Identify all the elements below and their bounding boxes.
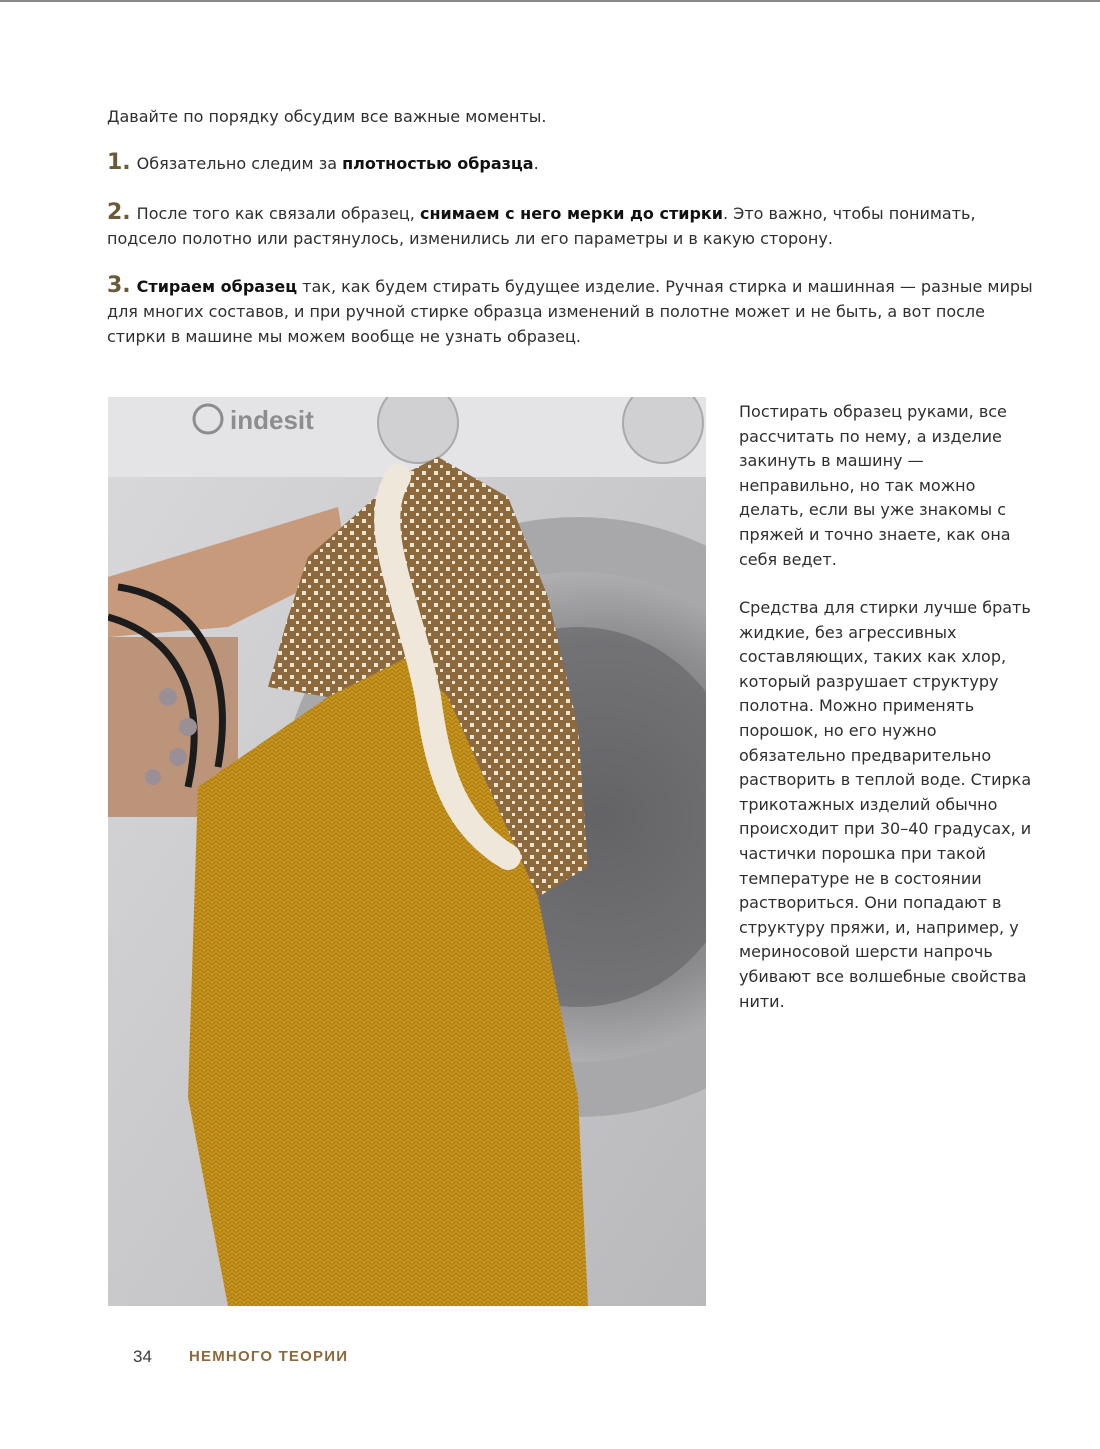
item-bold-text: Стираем образец <box>136 277 298 296</box>
washing-machine-photo <box>108 397 706 1306</box>
item-text: . <box>533 154 539 173</box>
item-number: 3. <box>107 273 131 298</box>
sidebar-text-2: Средства для стирки лучше брать жидкие, без агрессивных составляющих, таких как хлор, который разрушает структуру полотна. Можно применять порошок, но его нужно обязательно предварительно растворить в теплой воде. Стирка трикотажных изделий обычно происходит при 30–40 градусах, и частички порошка при такой температуре не в состоянии раствориться. Они попадают в структуру пряжи, и, например, у мериносовой шерсти напрочь убивают все волшебные свойства нити. <box>739 598 1032 1011</box>
list-item-3 <box>107 273 1047 349</box>
item-text: так, как будем стирать будущее изделие. Ручная стирка и машинная — разные миры для многих составов, и при ручной стирке образца изменений в полотне может и не быть, а вот после стирки в машине мы можем вообще не узнать образец. <box>107 277 1033 346</box>
sidebar-paragraph-1 <box>739 400 1039 572</box>
item-text: . Это важно, чтобы понимать, подсело полотно или растянулось, изменились ли его параметры и в какую сторону. <box>107 204 976 248</box>
sidebar-text-1: Постирать образец руками, все рассчитать по нему, а изделие закинуть в машину — неправильно, но так можно делать, если вы уже знакомы с пряжей и точно знаете, как она себя ведет. <box>739 402 1011 569</box>
top-rule <box>0 0 1100 2</box>
page-number: 34 <box>133 1347 152 1366</box>
item-number: 1. <box>107 150 131 175</box>
item-bold-text: плотностью образца <box>342 154 534 173</box>
item-text: Обязательно следим за <box>136 154 343 173</box>
section-title: НЕМНОГО ТЕОРИИ <box>189 1348 349 1365</box>
brand-label: indesit <box>230 405 314 435</box>
item-number: 2. <box>107 200 131 225</box>
photo-illustration <box>108 397 706 1306</box>
sidebar-paragraph-2 <box>739 596 1039 1014</box>
intro-paragraph: Давайте по порядку обсудим все важные моменты. <box>107 107 547 126</box>
item-text: После того как связали образец, <box>136 204 420 223</box>
page-footer <box>133 1347 349 1367</box>
list-item-2 <box>107 200 1047 251</box>
list-item-1 <box>107 150 1047 176</box>
item-bold-text: снимаем с него мерки до стирки <box>419 204 723 223</box>
